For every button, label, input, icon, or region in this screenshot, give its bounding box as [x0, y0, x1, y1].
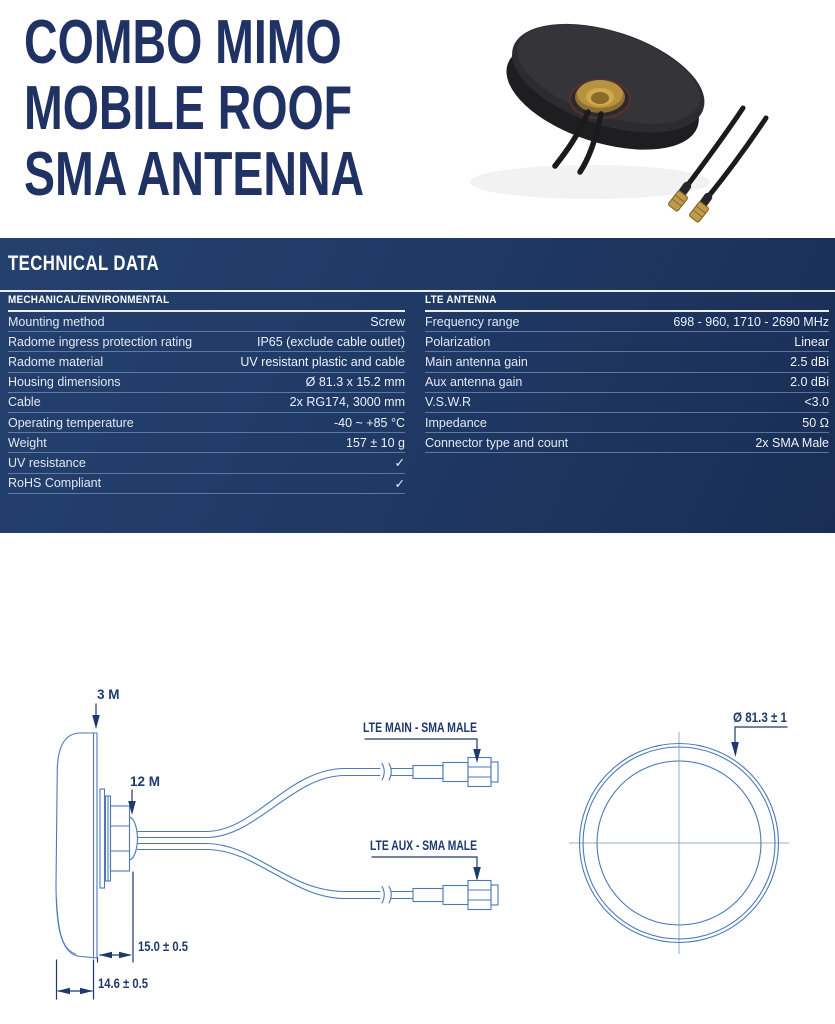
spec-row	[425, 393, 829, 413]
spec-row	[425, 332, 829, 352]
dim-arrow-icon	[99, 952, 112, 958]
page-title-line-3: SMA ANTENNA	[24, 140, 365, 209]
spec-label: Weight	[8, 435, 47, 450]
arrow-icon	[731, 742, 739, 757]
spec-value: Ø 81.3 x 15.2 mm	[305, 375, 405, 390]
spec-value: 2x SMA Male	[755, 435, 829, 450]
spec-rows	[8, 312, 405, 494]
spec-column-header: MECHANICAL/ENVIRONMENTAL	[8, 294, 170, 306]
lte-main-connector-label: LTE MAIN - SMA MALE	[363, 720, 477, 735]
spec-column-header: LTE ANTENNA	[425, 294, 497, 306]
spec-value: 157 ± 10 g	[346, 435, 405, 450]
technical-data-heading: TECHNICAL DATA	[8, 252, 160, 275]
spec-value: 2x RG174, 3000 mm	[289, 395, 405, 410]
spec-label: Operating temperature	[8, 415, 134, 430]
thread-size-label: 12 M	[130, 774, 161, 789]
arrow-icon	[92, 715, 100, 729]
spec-label: Impedance	[425, 415, 487, 430]
spec-value: UV resistant plastic and cable	[240, 354, 405, 369]
spec-label: Frequency range	[425, 314, 520, 329]
spec-value: IP65 (exclude cable outlet)	[256, 334, 405, 349]
housing-height-dimension: 14.6 ± 0.5	[98, 976, 149, 991]
spec-row	[8, 474, 405, 494]
spec-label: Aux antenna gain	[425, 375, 523, 390]
spec-row	[425, 433, 829, 453]
spec-row	[425, 413, 829, 433]
spec-row	[8, 433, 405, 453]
spec-label: Radome material	[8, 354, 104, 369]
sma-aux-connector-drawing	[413, 881, 498, 910]
spec-column-lte	[425, 294, 829, 453]
mount-depth-dimension: 15.0 ± 0.5	[138, 939, 189, 954]
page-title-line-2: MOBILE ROOF	[24, 74, 353, 143]
spec-row	[425, 352, 829, 372]
spec-label: Cable	[8, 395, 41, 410]
spec-value: ✓	[394, 476, 405, 491]
spec-value: <3.0	[804, 395, 829, 410]
spec-label: Housing dimensions	[8, 375, 121, 390]
product-photo	[440, 0, 835, 235]
spec-rows	[425, 312, 829, 453]
spec-row	[8, 332, 405, 352]
spec-value: 2.5 dBi	[790, 354, 829, 369]
spec-label: UV resistance	[8, 455, 86, 470]
lte-aux-connector-label: LTE AUX - SMA MALE	[370, 838, 477, 853]
spec-row	[8, 352, 405, 372]
spec-label: Polarization	[425, 334, 491, 349]
spec-value: 50 Ω	[802, 415, 829, 430]
technical-drawing	[0, 640, 835, 1024]
spec-value: Screw	[370, 314, 405, 329]
arrow-icon	[473, 867, 481, 881]
spec-row	[8, 453, 405, 473]
spec-row	[8, 393, 405, 413]
heading-divider	[0, 290, 835, 292]
spec-label: RoHS Compliant	[8, 476, 102, 491]
spec-row	[8, 413, 405, 433]
dim-arrow-icon	[57, 988, 70, 994]
spec-value: -40 ~ +85 °C	[333, 415, 405, 430]
cable-length-label: 3 M	[97, 687, 120, 702]
spec-label: Main antenna gain	[425, 354, 528, 369]
spec-value: 698 - 960, 1710 - 2690 MHz	[673, 314, 829, 329]
spec-row	[425, 312, 829, 332]
spec-label: V.S.W.R	[425, 395, 472, 410]
side-view-cables	[138, 764, 414, 904]
spec-value: ✓	[394, 456, 405, 471]
page-title	[24, 10, 478, 208]
page-title-line-1: COMBO MIMO	[24, 8, 342, 77]
side-view-radome	[56, 733, 97, 958]
arrow-icon	[473, 749, 481, 763]
dim-arrow-icon	[119, 952, 132, 958]
spec-row	[8, 373, 405, 393]
sma-main-connector-drawing	[413, 758, 498, 787]
dim-arrow-icon	[80, 988, 93, 994]
spec-label: Radome ingress protection rating	[8, 334, 193, 349]
top-view-radome	[569, 732, 789, 954]
spec-column-mechanical	[8, 294, 405, 494]
spec-label: Mounting method	[8, 314, 105, 329]
spec-label: Connector type and count	[425, 435, 569, 450]
spec-value: 2.0 dBi	[790, 375, 829, 390]
technical-data-panel	[0, 238, 835, 533]
spec-value: Linear	[794, 334, 829, 349]
photo-shadow	[470, 165, 710, 199]
diameter-dimension: Ø 81.3 ± 1	[733, 710, 788, 725]
spec-row	[8, 312, 405, 332]
spec-row	[425, 373, 829, 393]
